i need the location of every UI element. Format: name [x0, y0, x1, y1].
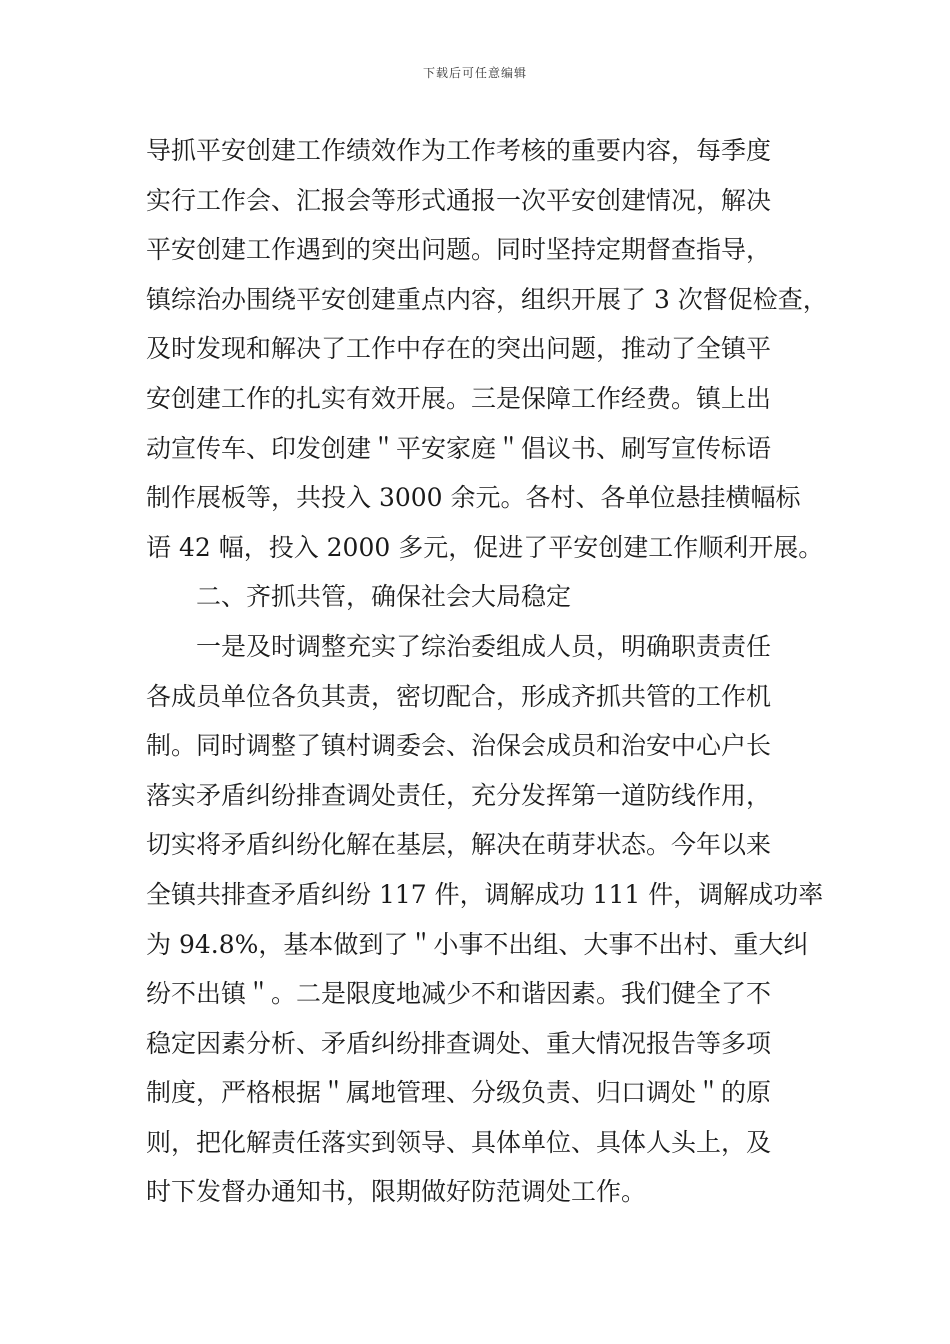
text-line: 镇综治办围绕平安创建重点内容，组织开展了 3 次督促检查，	[146, 284, 828, 314]
text-line: 一是及时调整充实了综治委组成人员，明确职责责任	[196, 631, 772, 661]
text-line: 落实矛盾纠纷排查调处责任，充分发挥第一道防线作用，	[146, 780, 772, 810]
text-line: 全镇共排查矛盾纠纷 117 件，调解成功 111 件，调解成功率	[146, 879, 824, 909]
text-line: 制。同时调整了镇村调委会、治保会成员和治安中心户长	[146, 731, 772, 761]
text-line: 制度，严格根据＂属地管理、分级负责、归口调处＂的原	[146, 1078, 772, 1108]
text-line: 实行工作会、汇报会等形式通报一次平安创建情况，解决	[146, 185, 772, 215]
text-line: 平安创建工作遇到的突出问题。同时坚持定期督查指导，	[146, 235, 772, 265]
text-line: 语 42 幅，投入 2000 多元，促进了平安创建工作顺利开展。	[146, 532, 824, 562]
page-header: 下载后可任意编辑	[422, 66, 527, 80]
text-line: 二、齐抓共管，确保社会大局稳定	[196, 582, 572, 612]
text-line: 为 94.8%，基本做到了＂小事不出组、大事不出村、重大纠	[146, 929, 809, 959]
text-line: 则，把化解责任落实到领导、具体单位、具体人头上，及	[146, 1127, 772, 1157]
text-line: 导抓平安创建工作绩效作为工作考核的重要内容，每季度	[146, 136, 772, 165]
text-line: 及时发现和解决了工作中存在的突出问题，推动了全镇平	[146, 334, 772, 364]
document-body	[146, 126, 836, 1217]
text-line: 切实将矛盾纠纷化解在基层，解决在萌芽状态。今年以来	[146, 830, 772, 860]
text-line: 纷不出镇＂。二是限度地减少不和谐因素。我们健全了不	[146, 979, 772, 1009]
text-line: 稳定因素分析、矛盾纠纷排查调处、重大情况报告等多项	[146, 1028, 772, 1058]
text-line: 时下发督办通知书，限期做好防范调处工作。	[146, 1177, 647, 1207]
text-line: 各成员单位各负其责，密切配合，形成齐抓共管的工作机	[146, 681, 772, 711]
text-line: 动宣传车、印发创建＂平安家庭＂倡议书、刷写宣传标语	[146, 433, 772, 463]
text-line: 安创建工作的扎实有效开展。三是保障工作经费。镇上出	[146, 383, 772, 413]
text-line: 制作展板等，共投入 3000 余元。各村、各单位悬挂横幅标	[146, 483, 801, 513]
